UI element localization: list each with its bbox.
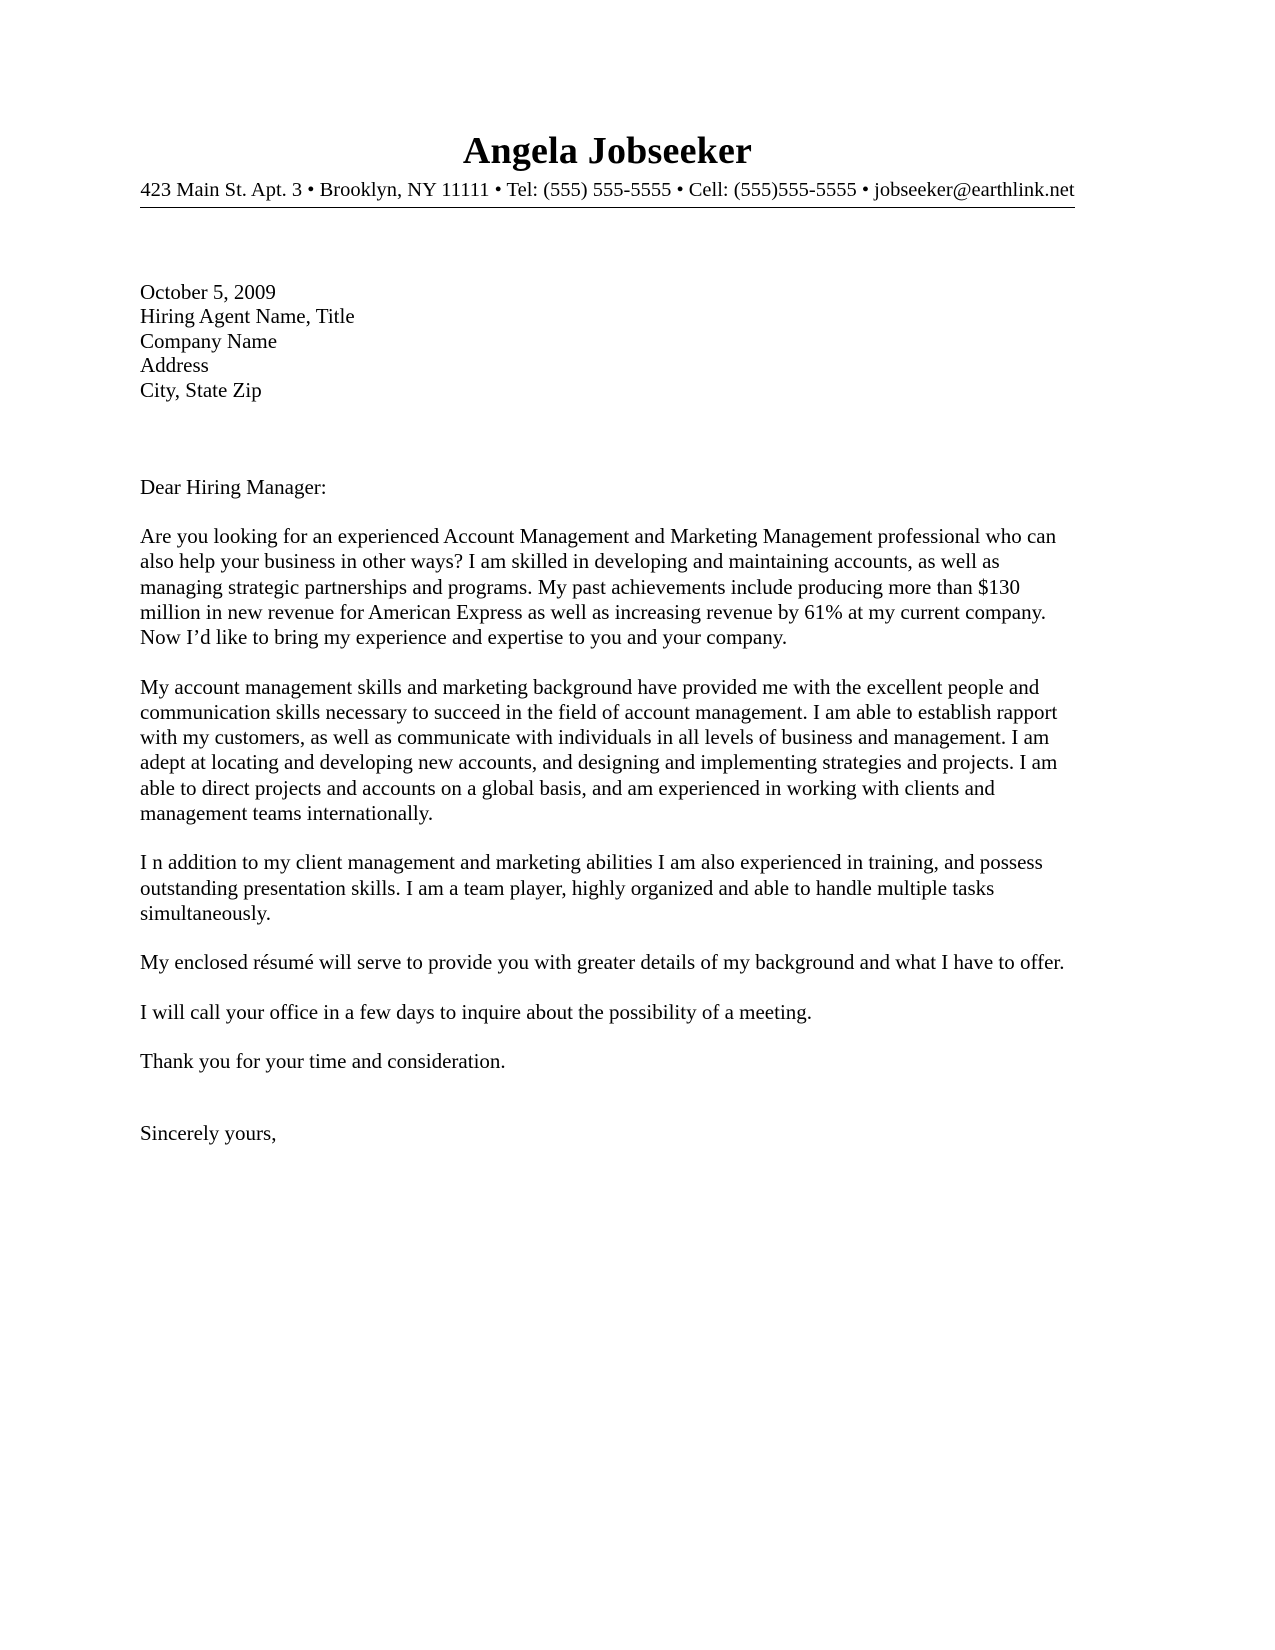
recipient-city-state-zip: City, State Zip	[140, 377, 262, 402]
body-paragraph-4: My enclosed résumé will serve to provide you with greater details of my background and what I have to offer.	[140, 950, 1065, 975]
closing-salutation: Sincerely yours,	[140, 1121, 277, 1146]
letterhead	[140, 132, 1075, 208]
body-paragraph-3: I n addition to my client management and marketing abilities I am also experienced in training, and possess outstanding presentation skills. I am a team player, highly organized and able to handle multiple tasks simultaneously.	[140, 850, 1043, 925]
body-paragraph-5: I will call your office in a few days to inquire about the possibility of a meeting.	[140, 999, 813, 1024]
body-paragraph-6: Thank you for your time and consideration.	[140, 1048, 506, 1073]
letterhead-divider	[140, 207, 1075, 208]
contact-info-line: 423 Main St. Apt. 3 • Brooklyn, NY 11111 • Tel: (555) 555-5555 • Cell: (555)555-5555 • jobseeker@earthlink.net	[140, 178, 1075, 201]
salutation: Dear Hiring Manager:	[140, 475, 327, 500]
applicant-name: Angela Jobseeker	[462, 130, 753, 172]
letter-content	[140, 0, 1075, 1146]
recipient-company: Company Name	[140, 328, 278, 353]
letter-date: October 5, 2009	[140, 279, 276, 304]
recipient-name-title: Hiring Agent Name, Title	[140, 304, 355, 329]
recipient-address-block	[140, 280, 1075, 403]
body-paragraph-2: My account management skills and marketing background have provided me with the excellent people and communication skills necessary to succeed in the field of account management. I am able to establish rapport with my customers, as well as communicate with individuals in all levels of business and management. I am adept at locating and developing new accounts, and designing and implementing strategies and projects. I am able to direct projects and accounts on a global basis, and am experienced in working with clients and management teams internationally.	[140, 674, 1058, 826]
recipient-street: Address	[140, 353, 209, 378]
body-paragraph-1: Are you looking for an experienced Account Management and Marketing Management professional who can also help your business in other ways? I am skilled in developing and maintaining accounts, as well as managing strategic partnerships and programs. My past achievements include producing more than $130 million in new revenue for American Express as well as increasing revenue by 61% at my current company. Now I’d like to bring my experience and expertise to you and your company.	[140, 524, 1057, 650]
letter-body	[140, 524, 1075, 1074]
